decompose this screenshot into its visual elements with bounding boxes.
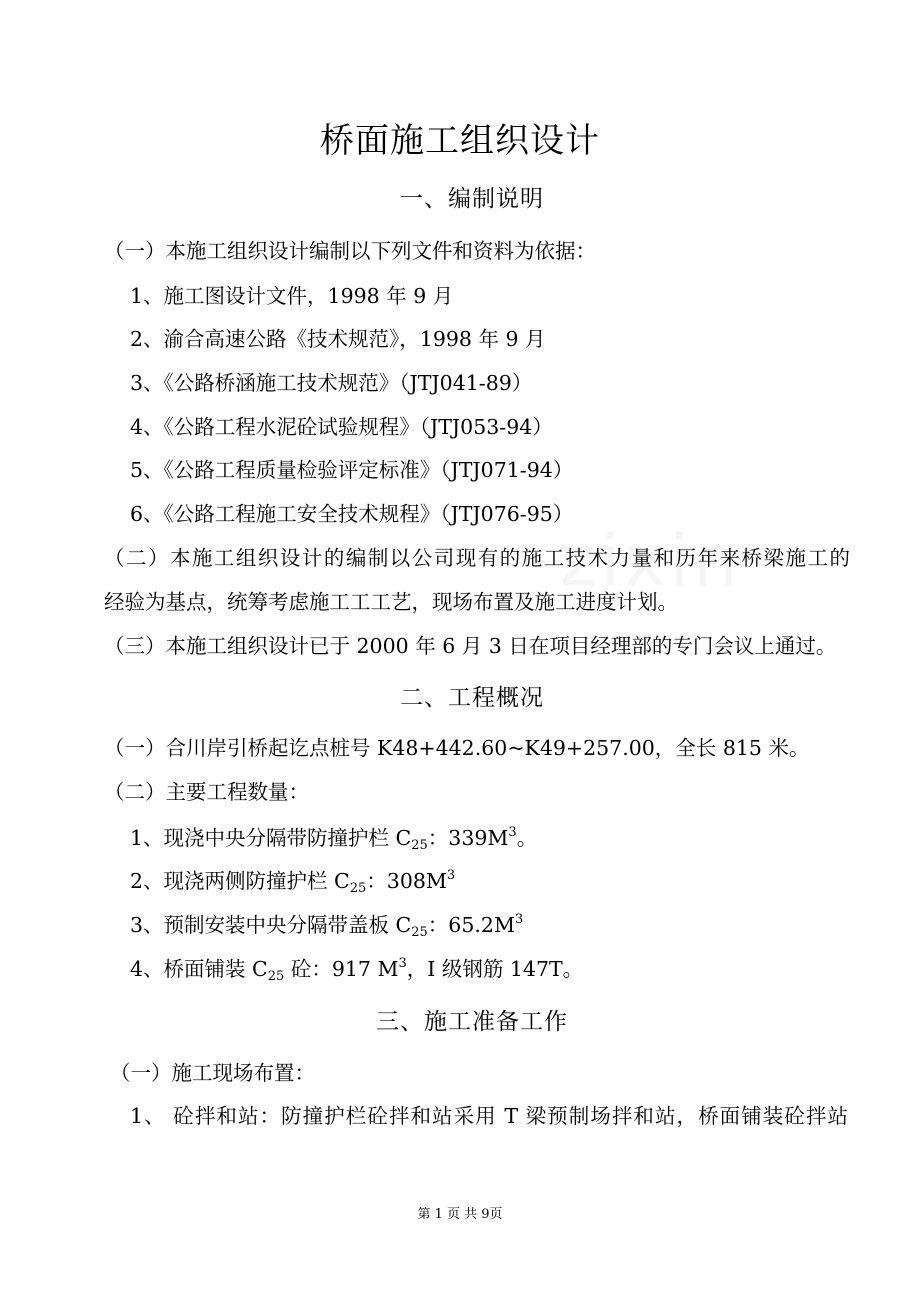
paragraph: （一）施工现场布置：	[110, 1061, 315, 1085]
paragraph: （一）本施工组织设计编制以下列文件和资料为依据：	[104, 239, 596, 263]
list-item: 6、《公路工程施工安全技术规程》（JTJ076-95）	[130, 502, 574, 526]
list-item: 5、《公路工程质量检验评定标准》（JTJ071-94）	[130, 458, 574, 482]
list-item: 3、《公路桥涵施工技术规范》（JTJ041-89）	[130, 371, 533, 395]
quantity-item: 2、现浇两侧防撞护栏 $C_{25}$：$308M^3$	[130, 868, 456, 896]
page-footer: 第 1 页 共 9页	[417, 1207, 503, 1222]
section-heading-2: 二、工程概况	[400, 685, 544, 711]
paragraph: （二）主要工程数量：	[104, 780, 309, 804]
quantity-item: 4、桥面铺装 $C_{25}$ 砼：917 $M^3$，I 级钢筋 147T。	[130, 956, 584, 984]
document-title: 桥面施工组织设计	[320, 121, 600, 161]
list-item: 1、 砼拌和站：防撞护栏砼拌和站采用 T 梁预制场拌和站，桥面铺装砼拌站	[130, 1104, 848, 1128]
list-item: 2、渝合高速公路《技术规范》，1998 年 9 月	[130, 327, 546, 351]
list-item: 1、施工图设计文件，1998 年 9 月	[130, 284, 454, 308]
section-heading-3: 三、施工准备工作	[376, 1009, 568, 1035]
paragraph: 经验为基点，统筹考虑施工工工艺，现场布置及施工进度计划。	[104, 590, 678, 614]
paragraph: （二）本施工组织设计的编制以公司现有的施工技术力量和历年来桥梁施工的	[104, 546, 850, 570]
list-item: 4、《公路工程水泥砼试验规程》（JTJ053-94）	[130, 415, 553, 439]
paragraph: （三）本施工组织设计已于 2000 年 6 月 3 日在项目经理部的专门会议上通过。	[104, 634, 837, 658]
quantity-item: 3、预制安装中央分隔带盖板 $C_{25}$：$65.2M^3$	[130, 912, 524, 940]
section-heading-1: 一、编制说明	[400, 186, 544, 212]
quantity-item: 1、现浇中央分隔带防撞护栏 $C_{25}$：$339M^3$。	[130, 825, 538, 853]
paragraph: （一）合川岸引桥起讫点桩号 K48+442.60~K49+257.00，全长 815 米。	[104, 736, 810, 760]
